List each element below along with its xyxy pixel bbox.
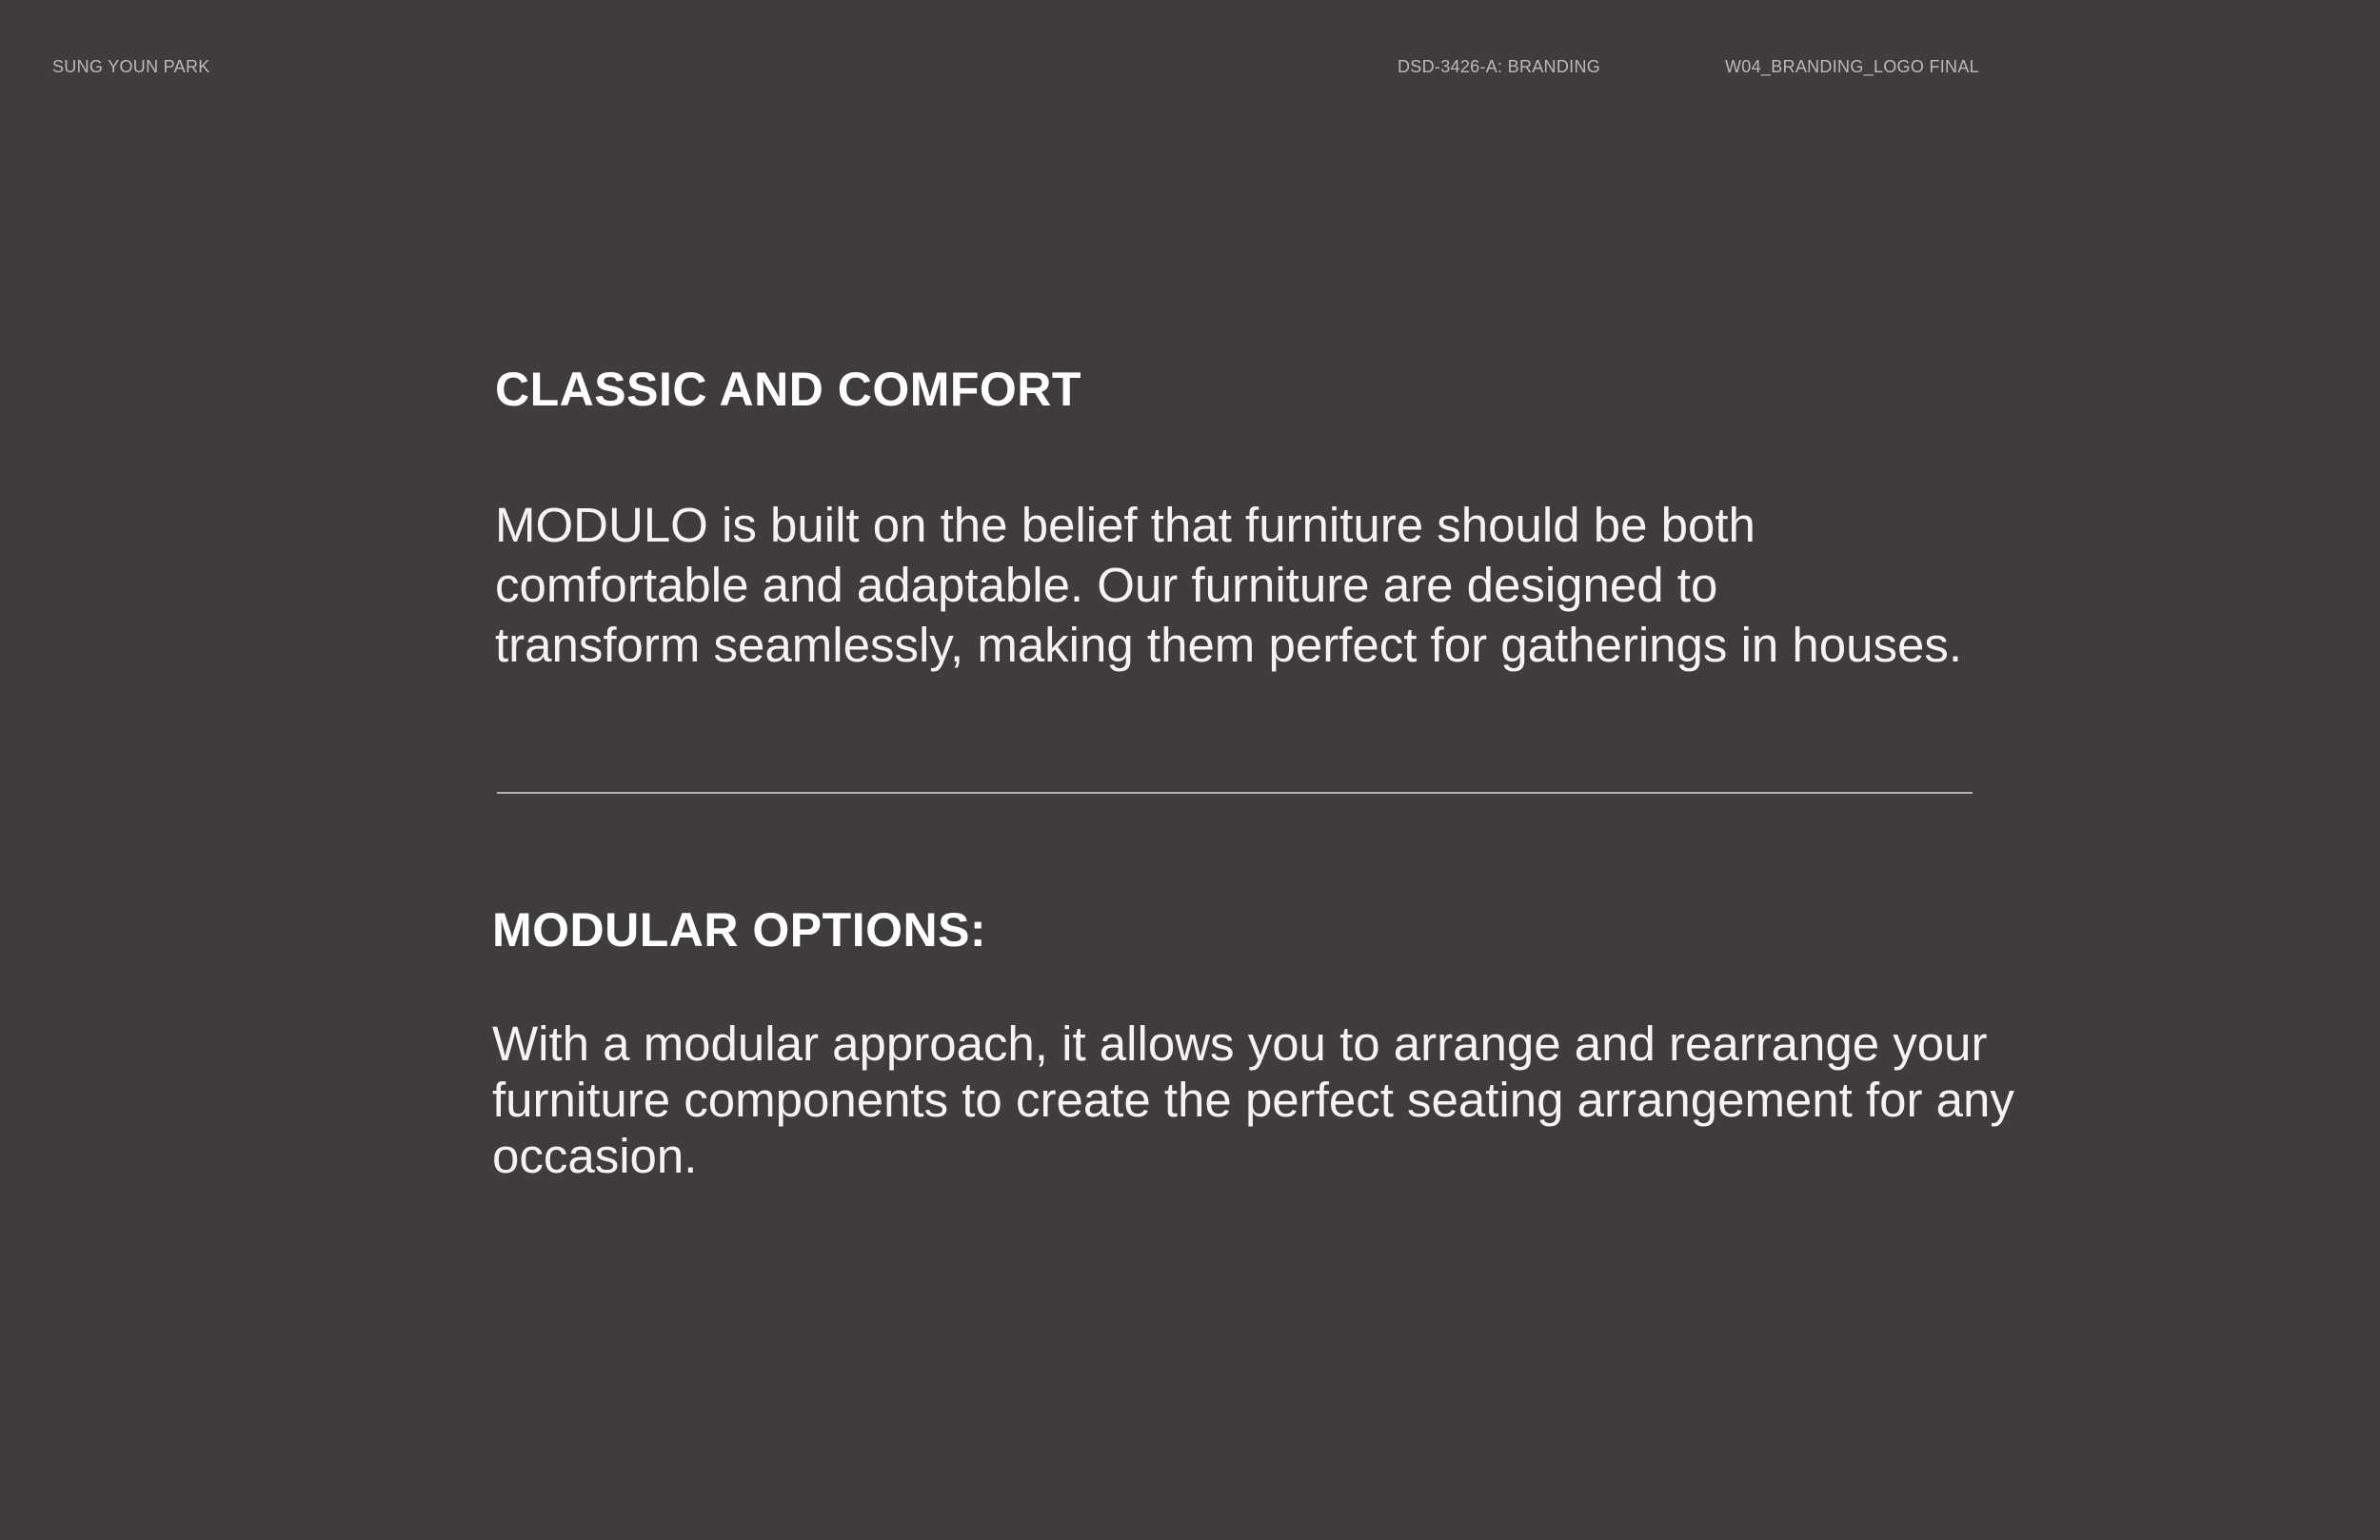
body-line: comfortable and adaptable. Our furniture are designed to [495,558,1718,612]
body-line: transform seamlessly, making them perfect for gatherings in houses. [495,618,1963,672]
file-title: W04_BRANDING_LOGO FINAL [1725,57,1979,76]
section-body-classic-comfort [495,495,1980,675]
section-title-classic-comfort: CLASSIC AND COMFORT [495,363,1081,416]
body-line: furniture components to create the perfect seating arrangement for any [492,1073,2014,1127]
body-line: With a modular approach, it allows you to arrange and rearrange your [492,1017,1988,1071]
author-name: SUNG YOUN PARK [52,57,210,76]
section-body-modular-options [492,1016,2014,1184]
body-line: MODULO is built on the belief that furniture should be both [495,498,1755,552]
body-line: occasion. [492,1129,698,1183]
course-code: DSD-3426-A: BRANDING [1398,57,1601,76]
section-title-modular-options: MODULAR OPTIONS: [492,903,987,957]
section-divider [497,792,1973,794]
